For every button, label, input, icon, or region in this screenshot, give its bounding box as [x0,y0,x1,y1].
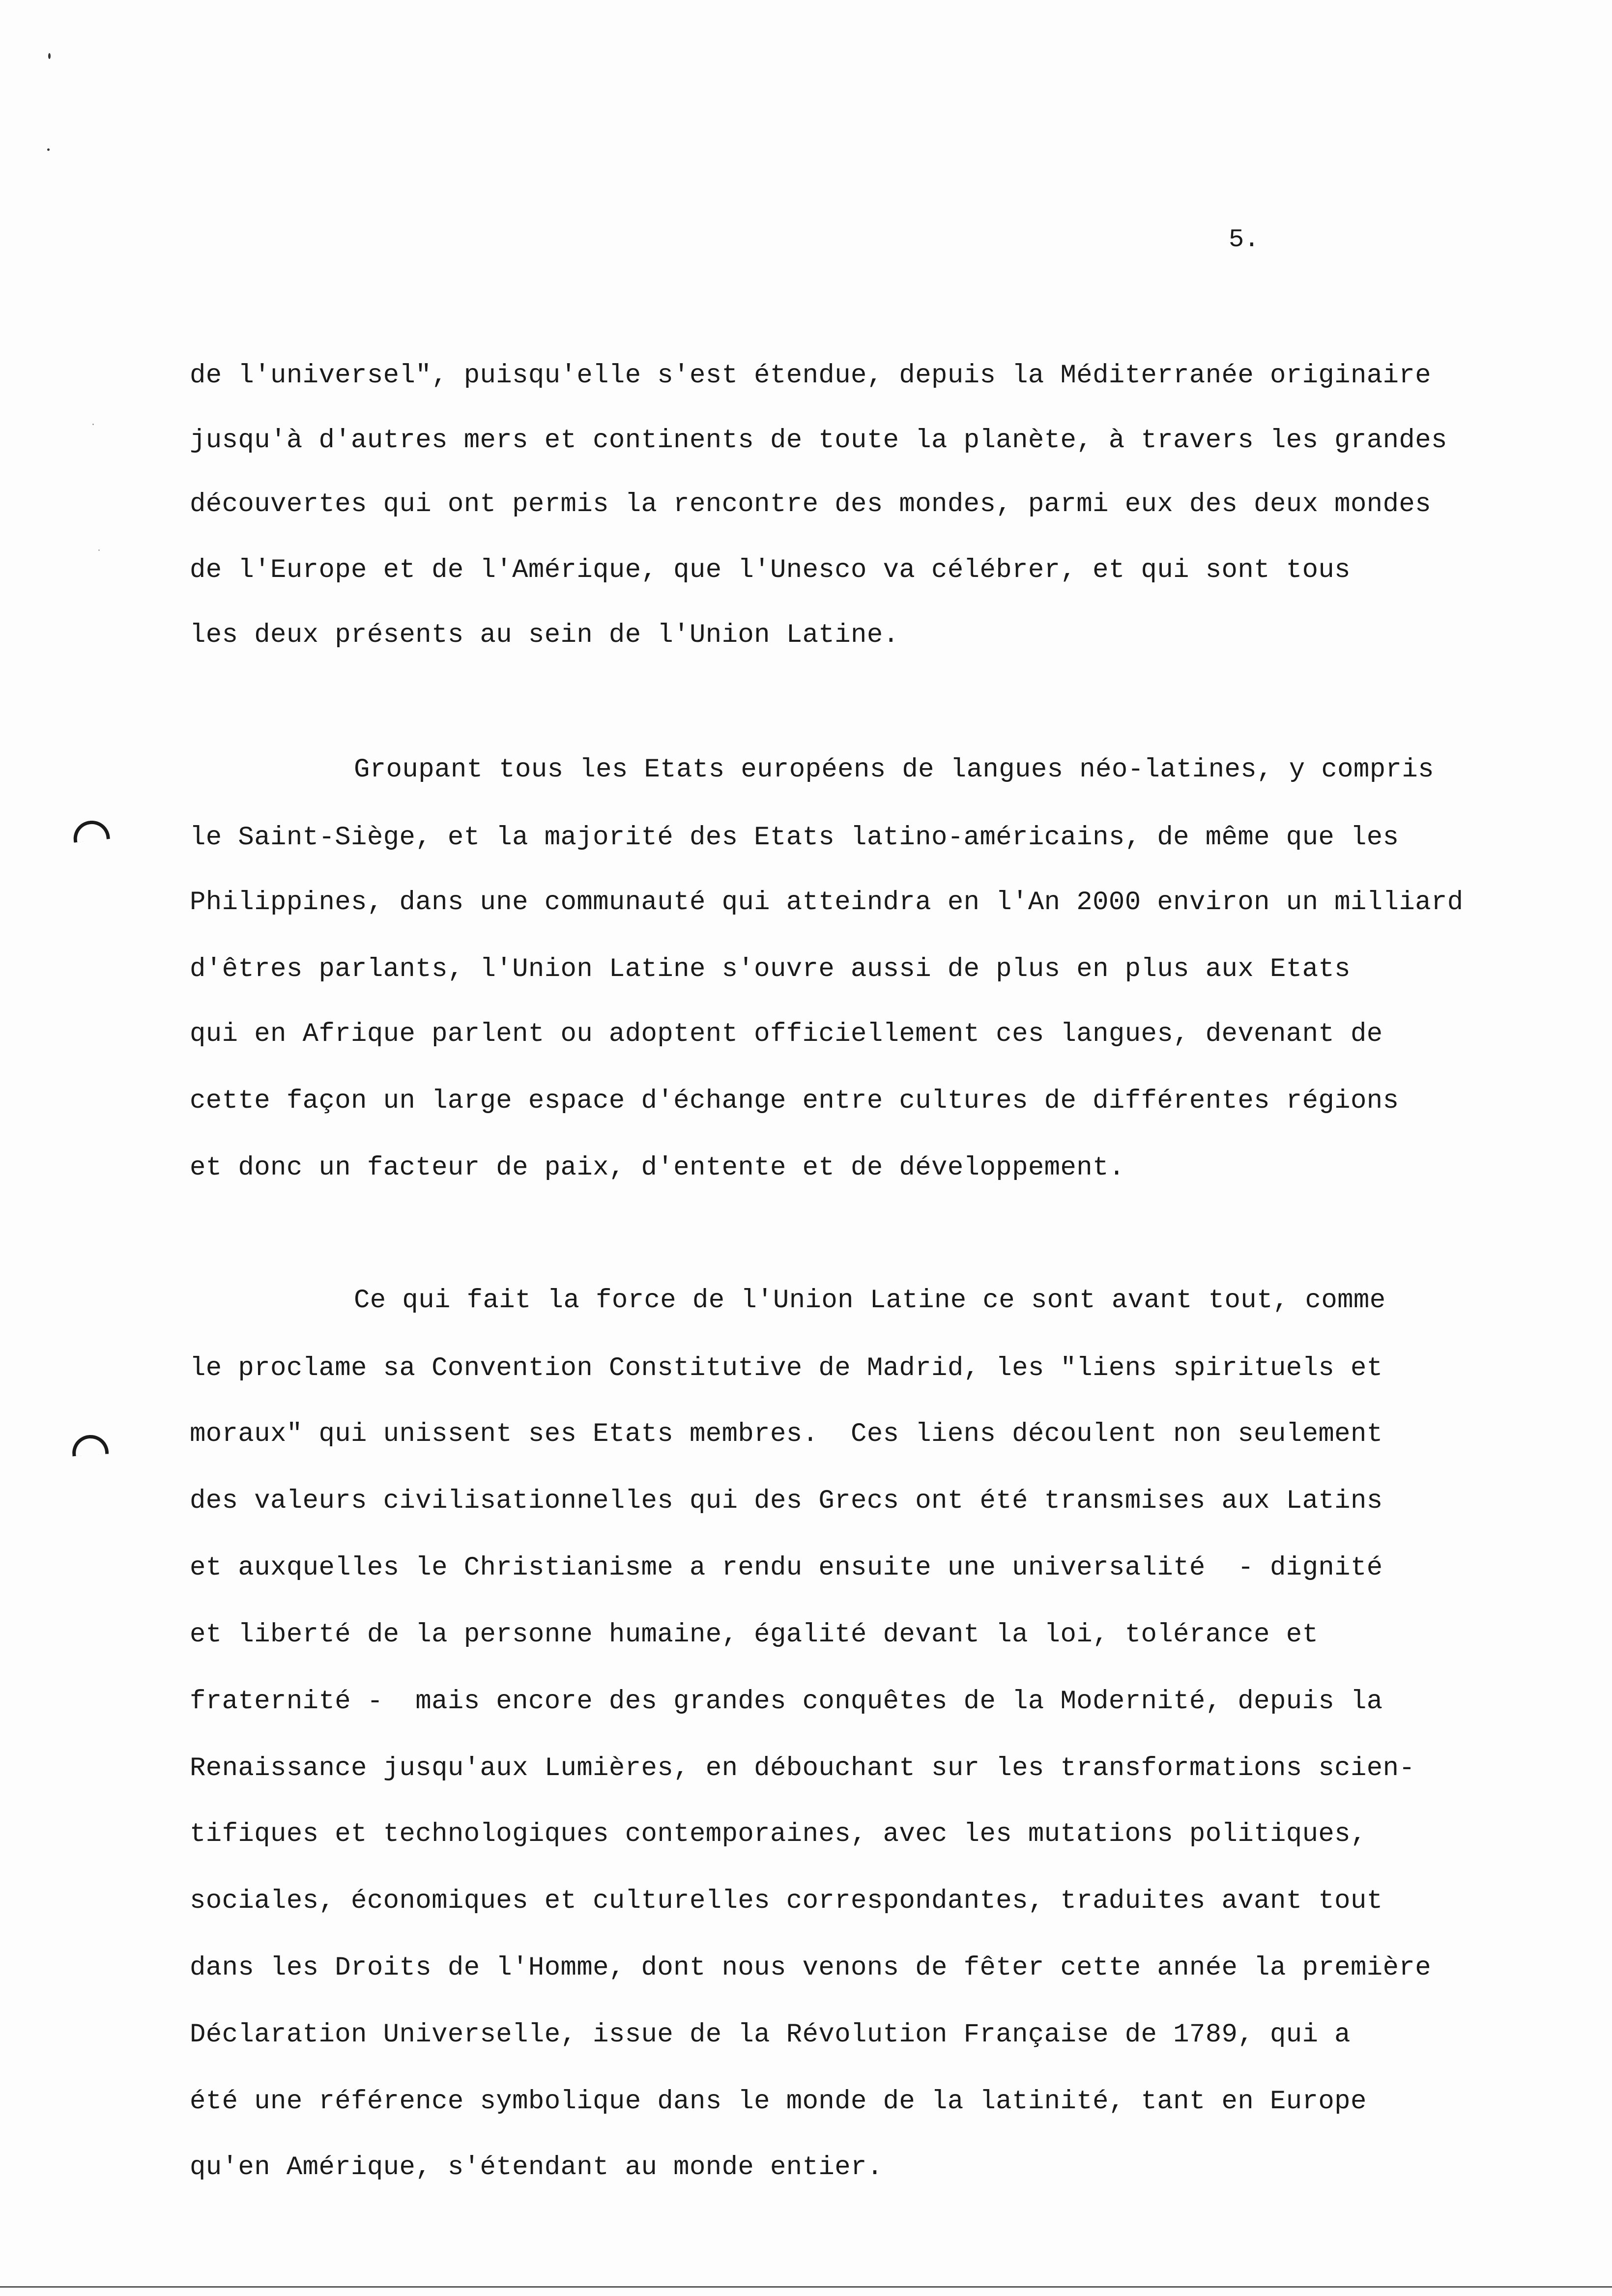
text-line: et auxquelles le Christianisme a rendu ensuite une universalité - dignité [190,1553,1383,1583]
margin-arc-mark [72,819,110,843]
text-line: fraternité - mais encore des grandes conquêtes de la Modernité, depuis la [190,1687,1383,1717]
text-line: découvertes qui ont permis la rencontre des mondes, parmi eux des deux mondes [190,489,1432,519]
text-line: et liberté de la personne humaine, égalité devant la loi, tolérance et [190,1620,1319,1650]
text-line: Ce qui fait la force de l'Union Latine ce sont avant tout, comme [354,1286,1386,1316]
text-line: tifiques et technologiques contemporaines, avec les mutations politiques, [190,1819,1367,1849]
scan-speck [48,53,51,59]
text-line: Philippines, dans une communauté qui atteindra en l'An 2000 environ un milliard [190,888,1464,918]
text-line: d'êtres parlants, l'Union Latine s'ouvre aussi de plus en plus aux Etats [190,954,1351,984]
text-line: Groupant tous les Etats européens de langues néo-latines, y compris [354,755,1434,785]
scan-speck [47,148,50,151]
text-line: les deux présents au sein de l'Union Latine. [190,620,899,650]
text-line: cette façon un large espace d'échange entre cultures de différentes régions [190,1086,1399,1116]
text-line: le Saint-Siège, et la majorité des Etats latino-américains, de même que les [190,823,1399,853]
text-line: et donc un facteur de paix, d'entente et de développement. [190,1153,1125,1183]
text-line: des valeurs civilisationnelles qui des Grecs ont été transmises aux Latins [190,1486,1383,1516]
text-line: dans les Droits de l'Homme, dont nous venons de fêter cette année la première [190,1953,1432,1983]
text-line: Déclaration Universelle, issue de la Révolution Française de 1789, qui a [190,2020,1351,2050]
text-line: jusqu'à d'autres mers et continents de toute la planète, à travers les grandes [190,426,1447,456]
margin-arc-mark [71,1434,109,1456]
text-line: de l'universel", puisqu'elle s'est étendue, depuis la Méditerranée originaire [190,361,1432,391]
text-line: qui en Afrique parlent ou adoptent officiellement ces langues, devenant de [190,1019,1383,1049]
text-line: été une référence symbolique dans le monde de la latinité, tant en Europe [190,2087,1367,2117]
text-line: moraux" qui unissent ses Etats membres. Ces liens découlent non seulement [190,1419,1383,1449]
text-line: Renaissance jusqu'aux Lumières, en débouchant sur les transformations scien- [190,1753,1415,1783]
text-line: qu'en Amérique, s'étendant au monde entier. [190,2152,883,2182]
page-bottom-rule [0,2286,1612,2288]
scan-speck [98,549,100,551]
text-line: sociales, économiques et culturelles correspondantes, traduites avant tout [190,1886,1383,1916]
scan-speck [92,424,94,425]
page-number: 5. [1229,225,1260,254]
text-line: le proclame sa Convention Constitutive de Madrid, les "liens spirituels et [190,1353,1383,1383]
text-line: de l'Europe et de l'Amérique, que l'Unesco va célébrer, et qui sont tous [190,555,1351,585]
